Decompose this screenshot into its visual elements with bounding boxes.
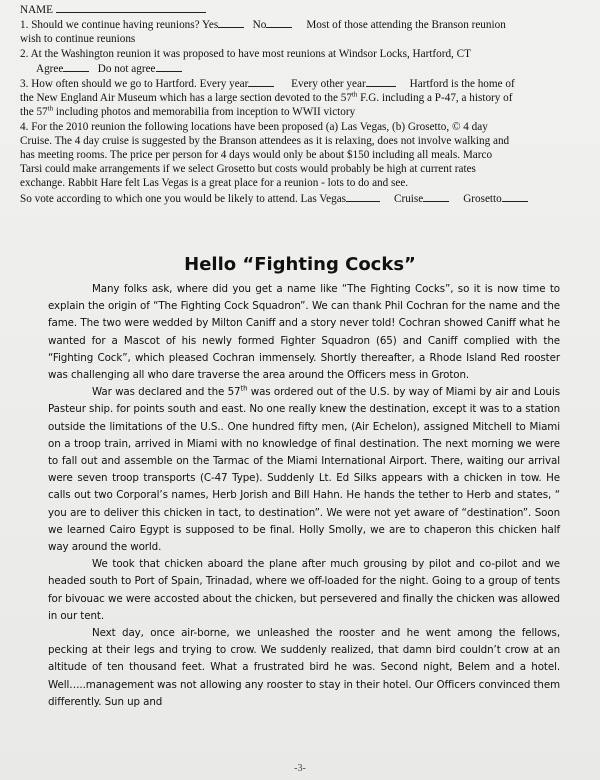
q3-every-year-blank[interactable] (248, 76, 274, 87)
q2-agree-label: Agree (36, 62, 64, 75)
paragraph-4: Next day, once air-borne, we unleashed the rooster and he went among the fellows, pecking at their legs and trying to crow. We suddenly realized, that damn bird couldn’t crow at an altitude of ten thousand feet. What a frustrated bird he was. Second night, Belem and a hotel. Well…..management was not allowing any rooster to stay in their hotel. Our Officers convinced them differently. Sun up and (48, 627, 560, 708)
question-3-line-2 (20, 91, 590, 105)
q3-other-label: Every other year (291, 78, 366, 91)
article-title: Hello “Fighting Cocks” (184, 254, 416, 275)
question-1-line-2: wish to continue reunions (20, 33, 136, 46)
q3-line2-b: F.G. including a P-47, a history of (357, 92, 513, 105)
question-2: 2. At the Washington reunion it was proposed to have most reunions at Windsor Locks, Hartford, CT (20, 47, 471, 60)
q3-line2-a: the New England Air Museum which has a large section devoted to the 57 (20, 92, 352, 105)
reunion-survey (20, 2, 590, 206)
q1-no-blank[interactable] (266, 17, 292, 28)
question-4-line-2: Cruise. The 4 day cruise is suggested by the Branson attendees as it is relaxing, does not involve walking and (20, 134, 510, 147)
vote-grosetto-blank[interactable] (502, 191, 528, 202)
question-3 (20, 76, 590, 91)
question-4-line-3: has meeting rooms. The price per person for 4 days would only be about $150 including all meals. Marco (20, 149, 493, 162)
question-4-line-4: Tarsi could make arrangements if we select Grosetto but costs would probably be high at current rates (20, 163, 476, 176)
q3-line3-a: the 57 (20, 106, 48, 119)
q3-line3-b: including photos and memorabilia from inception to WWII victory (53, 106, 356, 119)
paragraph-2-a: War was declared and the 57 (92, 386, 241, 399)
q3-sup-1: th (351, 90, 358, 99)
question-3-line-3 (20, 105, 590, 119)
q1-tail: Most of those attending the Branson reunion (306, 19, 506, 32)
page-number: -3- (294, 763, 306, 774)
name-line (20, 2, 590, 17)
paragraph-2 (48, 384, 560, 556)
question-4-line-5: exchange. Rabbit Hare felt Las Vegas is a great place for a reunion - lots to do and see. (20, 177, 409, 190)
question-1 (20, 17, 590, 32)
q3-tail: Hartford is the home of (409, 78, 515, 91)
vote-grosetto-label: Grosetto (463, 192, 502, 205)
q1-text: 1. Should we continue having reunions? Yes (20, 19, 219, 32)
vote-text: So vote according to which one you would be likely to attend. Las Vegas (20, 192, 347, 205)
q1-yes-blank[interactable] (218, 17, 244, 28)
paragraph-1: Many folks ask, where did you get a name like “The Fighting Cocks”, so it is now time to explain the origin of “The Fighting Cock Squadron”. We can thank Phil Cochran for the name and the fame. The two were wedded by Milton Caniff and a story never told! Cochran showed Caniff what he wanted for a Mascot of his newly formed Fighter Squadron (65) and Caniff complied with the “Fighting Cock”, which pleased Cochran immensely. Shortly thereafter, a Rhode Island Red rooster was challenging all who dare traverse the area around the Officers mess in Groton. (48, 283, 560, 382)
q2-agree-blank[interactable] (63, 61, 89, 72)
name-label: NAME (20, 4, 53, 16)
vote-las-vegas-blank[interactable] (346, 191, 380, 202)
q2-not-agree-blank[interactable] (156, 61, 182, 72)
question-2-answers (20, 61, 590, 76)
paragraph-2-sup: th (240, 384, 248, 393)
paragraph-3: We took that chicken aboard the plane after much grousing by pilot and co-pilot and we headed south to Port of Spain, Trinadad, where we off-loaded for the night. Going to a group of tents for bivouac we were accosted about the chicken, but persevered and finally the chicken was allowed in our tent. (48, 558, 560, 622)
vote-line (20, 191, 590, 206)
q1-no-label: No (252, 19, 267, 32)
vote-cruise-label: Cruise (394, 192, 424, 205)
q2-not-agree-label: Do not agree (97, 62, 156, 75)
question-4-line-1: 4. For the 2010 reunion the following locations have been proposed (a) Las Vegas, (b) Grosetto, © 4 day (20, 120, 488, 133)
article-body (48, 281, 560, 711)
name-blank[interactable] (56, 2, 206, 13)
q3-sup-2: th (47, 104, 54, 113)
paragraph-2-b: was ordered out of the U.S. by way of Miami by air and Louis Pasteur ship. for points south and east. No one really knew the destination, except it was to a station outside the limitations of the U.S.. One hundred fifty men, (Air Echelon), assigned Mitchell to Miami on a troop train, arrived in Miami with no knowledge of final destination. The next morning we were to fall out and assemble on the Tarmac of the Miami International Airport. There, waiting our arrival were seven troop transports (C-47 Type). Suddenly Lt. Ed Silks appears with a chicken in tow. He calls out two Corporal’s names, Herb Jorish and Bill Hahn. He hands the tether to Herb and states, “ you are to deliver this chicken in tact, to destination”. We were not yet aware of “destination”. Soon we learned Cairo Egypt is supposed to be final. Holly Smolly, we are to chaperon this chicken half way around the world. (48, 386, 560, 554)
q3-every-other-year-blank[interactable] (366, 76, 396, 87)
q3-text: 3. How often should we go to Hartford. Every year (20, 78, 249, 91)
vote-cruise-blank[interactable] (423, 191, 449, 202)
